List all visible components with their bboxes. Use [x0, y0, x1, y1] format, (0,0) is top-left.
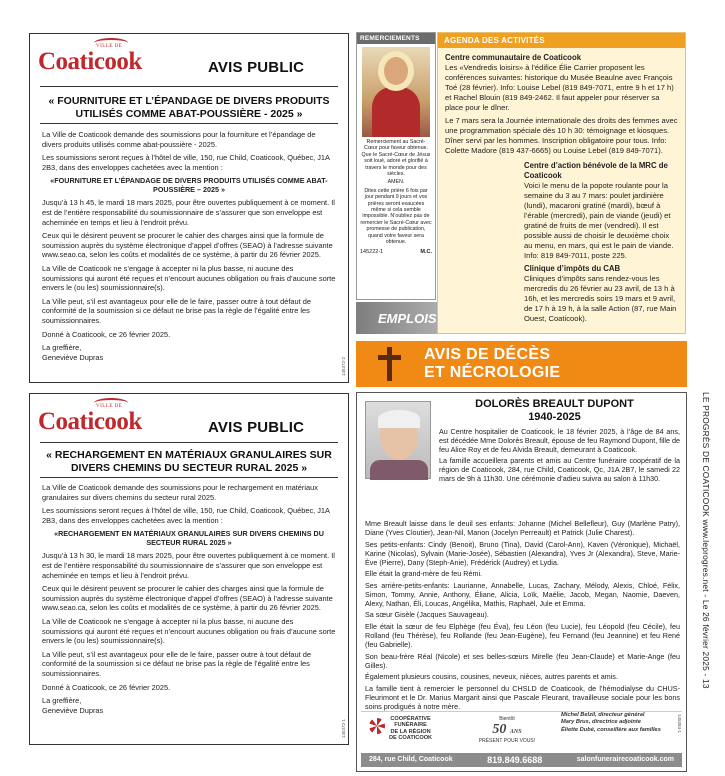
paragraph: Elle était la sœur de feu Elphège (feu Éva), feu Léon (feu Lucie), feu Léopold (feu Cécile), feu Rolland (feu Thérèse), feu Rollande (feu Jean-Eugène), feu Fernand (feu Jeannine) et feu René (feu Gabrielle).: [365, 621, 680, 650]
paragraph: La famille accueillera parents et amis au Centre funéraire coopératif de la région de Coaticook, 284, rue Child, Coaticook, Qc, J1A 2B7, le samedi 22 mars de 9h à 11h30. Une cérémonie d’adieu suivra au salon à 11h30.: [439, 456, 680, 484]
logo-name: Coaticook: [38, 48, 142, 75]
paragraph: Ses petits-enfants: Cindy (Benoit), Bruno (Tina), David (Carol-Ann), Kaven (Véronique), Michaël, Karine (Nicolas), Sylvain (Marie-Josée), Sébastien (Alexandra), Yves Jr (Alexandra), Steve, Marie-Ève (Pierre), Dany (Steph-Anie), Frédérick (Audrey) et Lydia.: [365, 539, 680, 567]
agenda-section-1: [445, 53, 679, 156]
paragraph: Au Centre hospitalier de Coaticook, le 18 février 2025, à l’âge de 84 ans, est décédée Mme Dolorès Breault, épouse de feu Raymond Dupont, fille de feu Alice Roy et de feu Alvida Breault, demeurant à Coaticook.: [439, 427, 680, 455]
coop-staff: Michel Belzil, directeur général Mary Brus, directrice adjointe Éliette Dubé, conseillère aux familles: [561, 712, 661, 733]
paragraph: La Ville de Coaticook demande des soumissions pour la fourniture et l’épandage de divers produits utilisés comme abat-poussière - 2025.: [42, 130, 316, 149]
mention: «FOURNITURE ET L’ÉPANDAGE DE DIVERS PRODUITS UTILISÉS COMME ABAT-POUSSIÈRE – 2025 »: [50, 176, 328, 195]
paragraph: Donné à Coaticook, ce 26 février 2025.: [42, 682, 171, 692]
section-text: Voici le menu de la popote roulante pour la semaine du 3 au 7 mars: poulet jardinière (lundi), macaroni gratiné (mardi), bœuf à l’érable (mercredi), pain de viande (jeudi) et gratiné de fruits de mer (vendredi). Il est possible aussi de choisir le deuxième choix au menu, en mars, qui est le pain de viande. Info: 819 849-7011, poste 225.: [524, 181, 674, 260]
paragraph: La famille tient à remercier le personnel du CHSLD de Coaticook, de l’hémodialyse du CHUS- Fleurimont et le Dr. Marius Margarit ainsi que Pascale Fleurant, travailleuse sociale pour les bons soins prodigués à notre mère.: [365, 683, 680, 711]
head-shape: [384, 57, 408, 85]
deces-title: [424, 346, 560, 382]
anniversary-badge: Bientôt 50 ANS PRÉSENT POUR VOUS!: [478, 716, 536, 744]
avis-title: AVIS PUBLIC: [208, 419, 305, 436]
paragraph: La Ville de Coaticook demande des soumissions pour le rechargement en matériaux granulaires sur divers chemins du secteur rural 2025.: [42, 483, 318, 502]
section-title: Clinique d’impôts du CAB: [524, 264, 621, 273]
logo-name: Coaticook: [38, 408, 142, 435]
avis-public-2: [29, 393, 349, 745]
obituary-name: [427, 398, 682, 424]
deces-banner: [356, 341, 687, 387]
divider: [40, 442, 338, 443]
signature-title: La greffière,: [42, 343, 82, 353]
remerciements-text-2: Dites cette prière 6 fois par jour pendant 9 jours et vos prières seront exaucées même si cela semble impossible. N’oubliez pas de remercier le Sacré-Cœur avec promesse de publication, quand votre faveur sera obtenue.: [360, 187, 432, 246]
paragraph: Les soumissions seront reçues à l’hôtel de ville, 150, rue Child, Coaticook, Québec, J1A 2B3, dans des enveloppes cachetées avec la mention :: [42, 153, 330, 172]
avis-body: [42, 483, 336, 715]
coop-logo-icon: [369, 718, 385, 734]
paragraph: Sa sœur Gisèle (Jacques Sauvageau).: [365, 610, 489, 620]
funeral-coop-footer: [361, 711, 682, 755]
divider: [40, 123, 338, 124]
section-title: Centre communautaire de Coaticook: [445, 53, 582, 62]
section-text: Les «Vendredis loisirs» à l’édifice Élie Carrier proposent les conférences suivantes: historique du Musée Beaulne avec François Toé (28 février). Info: Louise Lebel (819 849-7071, entre 9 h et 17 h) et Rachel Blouin (819 849-2462. Il faut appeler pour réserver sa place pour le dîner.: [445, 63, 674, 112]
obituary-body: [365, 519, 680, 713]
obituary-intro: [439, 427, 680, 484]
paragraph: Les soumissions seront reçues à l’hôtel de ville, 150, rue Child, Coaticook, Québec, J1A 2B3, dans des enveloppes cachetées avec la mention :: [42, 506, 330, 525]
coaticook-logo: [38, 42, 158, 78]
divider: [40, 86, 338, 87]
signature-name: Geneviève Dupras: [42, 352, 104, 362]
paragraph: La Ville de Coaticook ne s’engage à accepter ni la plus basse, ni aucune des soumissions qui auront été reçues et n’encourt aucunes obligation ou frais d’aucune sorte envers le (ou les) soumissionnaire(s).: [42, 616, 336, 646]
ad-id: 145384-1: [677, 714, 682, 734]
paragraph: Son beau-frère Réal (Nicole) et ses belles-sœurs Mirelle (feu Jean-Claude) et Marie-Ange (feu Gilles).: [365, 651, 680, 670]
avis-title: AVIS PUBLIC: [208, 59, 305, 76]
divider: [40, 477, 338, 478]
avis-headline: « FOURNITURE ET L’ÉPANDAGE DE DIVERS PRODUITS UTILISÉS COMME ABAT-POUSSIÈRE - 2025 »: [48, 95, 330, 120]
portrait-photo: [365, 401, 431, 479]
deces-line-1: AVIS DE DÉCÈS: [424, 346, 551, 363]
section-text: Cliniques d’impôts sans rendez-vous les mercredis du 26 février au 23 avril, de 13 h à 16h, et les mercredis soirs 19 mars et 9 avril, de 17 h à 19 h, à la salle Action (87, rue Main Ouest, Coaticook).: [524, 274, 677, 323]
paragraph: Également plusieurs cousins, cousines, neveux, nièces, autres parents et amis.: [365, 672, 618, 682]
section-title: Centre d’action bénévole de la MRC de Coaticook: [524, 161, 668, 180]
paragraph: La Ville peut, s’il est avantageux pour elle de le faire, passer outre à tout défaut de conformité de la soumission si ce défaut ne brise pas la règle de l’égalité entre les soumissionnaires.: [42, 296, 311, 325]
deces-line-2: ET NÉCROLOGIE: [424, 364, 561, 381]
emplois-label: EMPLOIS: [378, 311, 437, 326]
paragraph: Elle était la grand-mère de feu Rémi.: [365, 569, 483, 579]
sacred-heart-image: [362, 47, 430, 137]
signature-name: Geneviève Dupras: [42, 705, 104, 715]
coop-contact-bar: [361, 753, 682, 767]
paragraph: La Ville de Coaticook ne s’engage à accepter ni la plus basse, ni aucune des soumissions qui auront été reçues et n’encourt aucunes obligation ou frais d’aucune sorte envers le (ou les) soumissionnaire(s).: [42, 263, 336, 293]
obituary: [356, 392, 687, 772]
coop-address: 284, rue Child, Coaticook: [369, 756, 453, 763]
agenda-header: AGENDA DES ACTIVITÉS: [438, 33, 685, 48]
remerciements-footer: [357, 249, 435, 255]
paragraph: La Ville peut, s’il est avantageux pour elle de le faire, passer outre à tout défaut de conformité de la soumission si ce défaut ne brise pas la règle de l’égalité entre les soumissionnaires.: [42, 649, 311, 678]
paragraph: Mme Breault laisse dans le deuil ses enfants: Johanne (Michel Bellefleur), Guy (Marlène Patry), Diane (Yves Cloutier), Jean-Nil, Manon (Jocelyn Perreault) et Patrick (Julie Charest).: [365, 519, 680, 538]
deceased-years: 1940-2025: [528, 411, 581, 423]
paragraph: Ceux qui le désirent peuvent se procurer le cahier des charges ainsi que la formule de soumission auprès du système électronique d’appel d’offres (SEAO) à l’adresse suivante www.seao.ca, selon les coûts et modalités de ce système, à partir du 26 février 2025.: [42, 584, 333, 613]
logo-ville: VILLE DE: [96, 404, 123, 409]
signature-title: La greffière,: [42, 696, 82, 706]
remerciements-text: Remerciement au Sacré-Cœur pour faveur obtenue. Que le Sacré-Cœur de Jésus soit loué, adoré et glorifié à travers le monde pour des siècles.: [361, 139, 431, 178]
section-text: Le 7 mars sera la Journée internationale des droits des femmes avec une programmation spéciale dès 10 h 30: témoignage et kiosques. Dîner servi par les hommes. Inscription obligatoire pour tous. Info: Colette Madore (819 437-6665) ou Louise Lebel (819 849-7071).: [445, 116, 678, 155]
remerciements-header: REMERCIEMENTS: [357, 33, 435, 44]
page-side-label: LE PROGRÈS DE COATICOOK www.leprogres.net - Le 26 février 2025 - 13: [701, 392, 711, 689]
avis-public-1: [29, 33, 349, 383]
paragraph: Ses arrière-petits-enfants: Laurianne, Annabelle, Lucas, Zachary, Mélody, Alexis, Chloé, Félix, Simon, Tommy, Annie, Anthony, Éliane, Alicia, Loïk, Maélie, Jacob, Megan, Naomie, Daeven, Alexy, Nathan, Éli, Loucas, Angélika, Mathis, Raphaël, Jule et Emma.: [365, 580, 680, 608]
agenda-box: [437, 32, 686, 334]
paragraph: Ceux qui le désirent peuvent se procurer le cahier des charges ainsi que la formule de soumission auprès du système électronique d’appel d’offres (SEAO) à l’adresse suivante www.seao.ca, selon les coûts et modalités de ce système, à partir du 26 février 2025.: [42, 231, 333, 260]
avis-headline: « RECHARGEMENT EN MATÉRIAUX GRANULAIRES SUR DIVERS CHEMINS DU SECTEUR RURAL 2025 »: [46, 449, 332, 474]
mention: «RECHARGEMENT EN MATÉRIAUX GRANULAIRES SUR DIVERS CHEMINS DU SECTEUR RURAL 2025 »: [54, 529, 324, 548]
coop-name: COOPÉRATIVE FUNÉRAIRE DE LA RÉGION DE COATICOOK: [389, 716, 433, 742]
coop-website[interactable]: salonfunerairecoaticook.com: [576, 756, 674, 763]
agenda-section-2: [524, 161, 679, 324]
remerciements-amen: AMEN.: [387, 179, 405, 186]
ad-id: 145372-2: [341, 356, 346, 376]
logo-ville: VILLE DE: [96, 44, 123, 49]
coop-phone[interactable]: 819.849.6688: [487, 755, 543, 765]
ad-id: 145222-1: [360, 248, 384, 255]
avis-body: [42, 130, 336, 362]
paragraph: Jusqu’à 13 h 45, le mardi 18 mars 2025, pour être ouvertes publiquement à ce moment. Il est de l’entière responsabilité du soumissionnaire de s’assurer que son enveloppe est acheminée en temps et lieu à l’endroit prévu.: [42, 198, 335, 227]
ad-id: 145372-1: [341, 718, 346, 738]
deceased-name: DOLORÈS BREAULT DUPONT: [475, 398, 634, 410]
initials: M.C.: [420, 248, 432, 255]
cross-icon: [370, 345, 408, 383]
paragraph: Donné à Coaticook, ce 26 février 2025.: [42, 329, 171, 339]
coaticook-logo: [38, 402, 158, 438]
paragraph: Jusqu’à 13 h 30, le mardi 18 mars 2025, pour être ouvertes publiquement à ce moment. Il est de l’entière responsabilité du soumissionnaire de s’assurer que son enveloppe est acheminée en temps et lieu à l’endroit prévu.: [42, 551, 335, 580]
robe-shape: [372, 87, 420, 137]
remerciements-box: [356, 32, 436, 300]
